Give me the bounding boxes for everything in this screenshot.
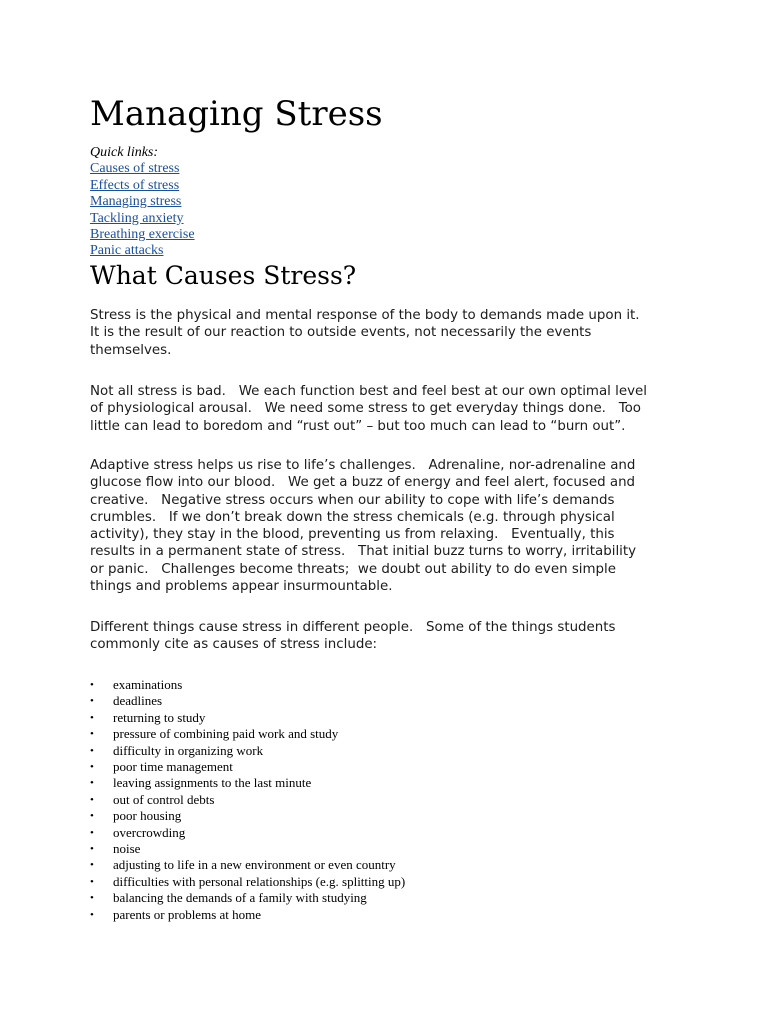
section-heading: What Causes Stress?	[90, 261, 357, 290]
list-item-text: parents or problems at home	[113, 906, 262, 922]
list-item	[90, 726, 405, 742]
list-item-text: returning to study	[113, 709, 206, 725]
paragraph: Stress is the physical and mental response of the body to demands made upon it. It is the result of our reaction to outside events, not necessarily the events themselves.	[90, 308, 640, 358]
list-item	[90, 792, 405, 808]
bullet-icon: •	[90, 679, 94, 691]
list-item-text: deadlines	[113, 693, 163, 709]
quick-link-causes-of-stress[interactable]: Causes of stress	[90, 161, 180, 177]
page-title: Managing Stress	[90, 94, 383, 134]
quick-links	[90, 145, 195, 260]
list-item-text: overcrowding	[113, 824, 186, 840]
list-item	[90, 874, 405, 890]
list-item-text: difficulties with personal relationships (e.g. splitting up)	[113, 873, 406, 889]
bullet-icon: •	[90, 892, 94, 905]
quick-link-tackling-anxiety[interactable]: Tackling anxiety	[90, 210, 184, 226]
bullet-icon: •	[90, 875, 94, 888]
bullet-icon: •	[90, 859, 94, 872]
list-item-text: pressure of combining paid work and study	[113, 726, 339, 742]
list-item-text: adjusting to life in a new environment or even country	[113, 857, 396, 873]
bullet-icon: •	[90, 793, 94, 806]
list-item-text: poor housing	[113, 808, 182, 824]
quick-links-label: Quick links:	[90, 145, 159, 160]
quick-link-managing-stress[interactable]: Managing stress	[90, 194, 182, 210]
list-item	[90, 759, 405, 775]
paragraph: Different things cause stress in different people. Some of the things students commonly cite as causes of stress include:	[90, 620, 616, 653]
bullet-icon: •	[90, 908, 94, 921]
list-item	[90, 693, 405, 709]
list-item	[90, 808, 405, 824]
paragraph: Adaptive stress helps us rise to life’s challenges. Adrenaline, nor-adrenaline and glucose flow into our blood. We get a buzz of energy and feel alert, focused and creative. Negative stress occurs when our ability to cope with life’s demands crumbles. If we don’t break down the stress chemicals (e.g. through physical activity), they stay in the blood, preventing us from relaxing. Eventually, this results in a permanent state of stress. That initial buzz turns to worry, irritability or panic. Challenges become threats; we doubt out ability to do even simple things and problems appear insurmountable.	[90, 458, 637, 595]
list-item	[90, 841, 405, 857]
bullet-icon: •	[90, 810, 94, 823]
bullet-icon: •	[90, 843, 94, 856]
list-item	[90, 775, 405, 791]
bullet-icon: •	[90, 711, 94, 724]
list-item-text: out of control debts	[113, 791, 215, 807]
causes-list	[90, 677, 405, 923]
list-item	[90, 825, 405, 841]
list-item	[90, 743, 405, 759]
list-item	[90, 907, 405, 923]
list-item-text: poor time management	[113, 759, 233, 775]
bullet-icon: •	[90, 761, 94, 774]
paragraph: Not all stress is bad. We each function best and feel best at our own optimal level of physiological arousal. We need some stress to get everyday things done. Too little can lead to boredom and “rust out” – but too much can lead to “burn out”.	[90, 384, 647, 434]
list-item-text: leaving assignments to the last minute	[113, 775, 312, 791]
bullet-icon: •	[90, 777, 94, 790]
bullet-icon: •	[90, 826, 94, 839]
list-item	[90, 677, 405, 693]
quick-link-breathing-exercise[interactable]: Breathing exercise	[90, 227, 195, 243]
quick-link-effects-of-stress[interactable]: Effects of stress	[90, 177, 180, 193]
list-item-text: balancing the demands of a family with studying	[113, 890, 367, 906]
list-item-text: difficulty in organizing work	[113, 742, 264, 758]
list-item	[90, 890, 405, 906]
list-item	[90, 857, 405, 873]
quick-link-panic-attacks[interactable]: Panic attacks	[90, 243, 164, 259]
list-item-text: noise	[113, 841, 141, 857]
bullet-icon: •	[90, 728, 94, 741]
list-item-text: examinations	[113, 677, 183, 692]
bullet-icon: •	[90, 695, 94, 708]
list-item	[90, 710, 405, 726]
bullet-icon: •	[90, 744, 94, 757]
